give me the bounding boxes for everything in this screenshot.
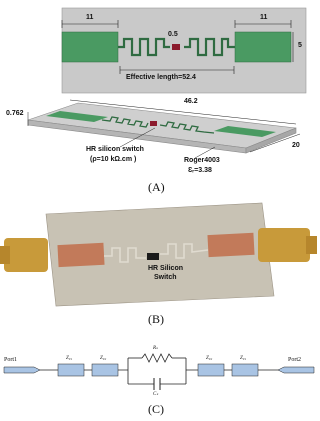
switch-resistivity-label: (ρ=10 kΩ.cm )	[90, 156, 137, 163]
photo-switch	[147, 253, 159, 260]
caption-a: (A)	[148, 180, 165, 194]
z01-left-label: Z₀₁	[66, 356, 73, 361]
port2-label: Port2	[288, 357, 302, 363]
rs-label: Rₛ	[153, 346, 158, 351]
total-length-label: 46.2	[184, 98, 198, 105]
caption-b: (B)	[148, 312, 164, 326]
topview-right-pad	[235, 32, 291, 62]
topview-switch	[172, 44, 180, 50]
port2-symbol	[278, 367, 314, 373]
thickness-label: 0.762	[6, 110, 24, 117]
z02-right-block	[198, 364, 224, 376]
z02-left-block	[92, 364, 118, 376]
photo-right-copper-pad	[207, 233, 254, 257]
left-pad-length-label: 11	[86, 14, 94, 21]
z01-right-label: Z₀₁	[240, 356, 247, 361]
z01-left-block	[58, 364, 84, 376]
cs-label: Cₛ	[153, 392, 159, 397]
photo-left-connector	[4, 238, 48, 272]
iso-switch	[150, 121, 157, 126]
z01-right-block	[232, 364, 258, 376]
photo-switch-label-2: Switch	[154, 274, 177, 281]
port1-label: Port1	[4, 357, 18, 363]
port1-symbol	[4, 367, 40, 373]
z02-right-label: Z₀₂	[206, 356, 213, 361]
photo-right-connector	[258, 228, 310, 262]
effective-length-label: Effective length=52.4	[126, 74, 196, 81]
board-width-label: 20	[292, 142, 300, 149]
gap-label: 0.5	[168, 31, 178, 38]
photo-switch-label-1: HR Silicon	[148, 265, 184, 272]
width-label: 5	[298, 42, 302, 49]
right-pad-length-label: 11	[260, 14, 268, 21]
z02-left-label: Z₀₂	[100, 356, 107, 361]
switch-material-label: HR silicon switch	[86, 146, 144, 153]
topview-left-pad	[62, 32, 118, 62]
substrate-name-label: Roger4003	[184, 157, 220, 164]
photo-left-copper-pad	[57, 243, 104, 267]
permittivity-label: Ɛᵣ=3.38	[188, 167, 212, 174]
caption-c: (C)	[148, 402, 164, 416]
